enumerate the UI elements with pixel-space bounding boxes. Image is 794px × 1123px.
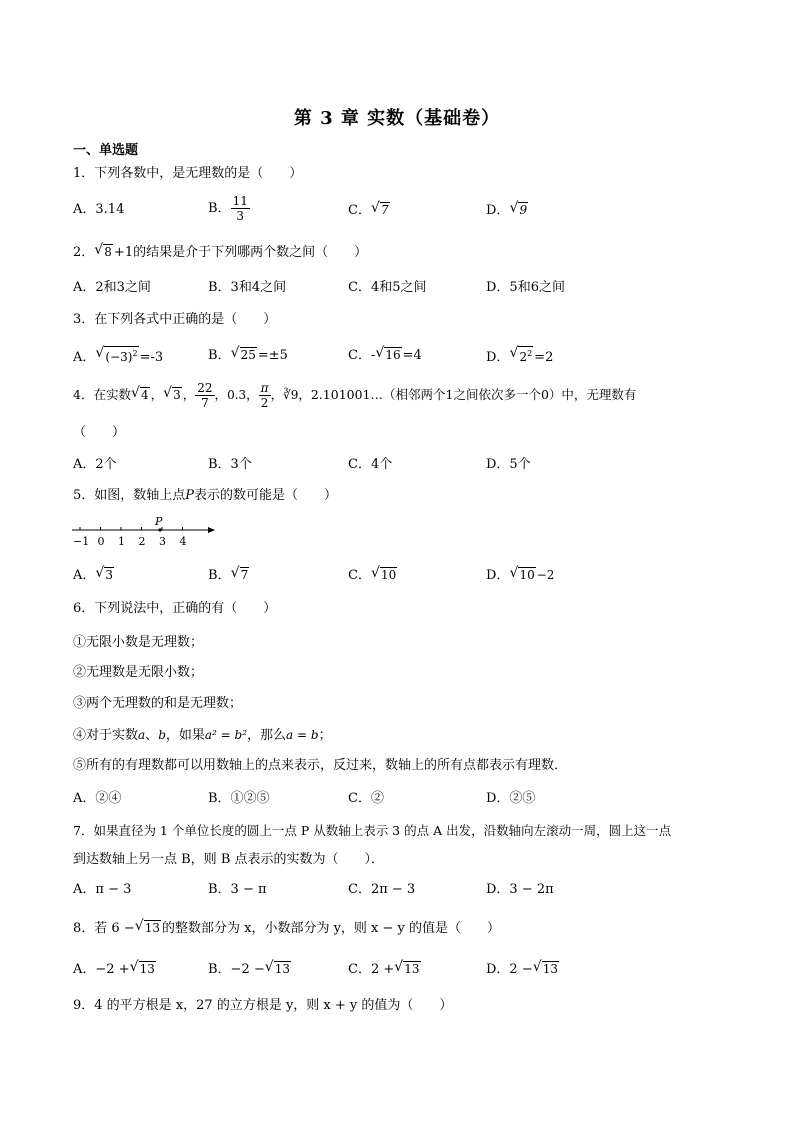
q5-option-c: C．√ 10 bbox=[348, 566, 398, 585]
question-6-stem: 6．下列说法中，正确的有（ ） bbox=[73, 601, 277, 616]
q6-statement-1: ①无限小数是无理数； bbox=[73, 635, 204, 650]
q4-option-a: A．2个 bbox=[73, 457, 117, 472]
page-title: 第 3 章 实数（基础卷） bbox=[293, 108, 501, 129]
q3-option-a: A．√ $(-3)^2 =-3$ bbox=[73, 346, 163, 367]
repeating-decimal: 0.3 bbox=[227, 388, 247, 402]
question-9-stem: 9．4 的平方根是 x，27 的立方根是 y，则 x + y 的值为（ ） bbox=[73, 998, 453, 1013]
q4-option-c: C．4个 bbox=[348, 457, 393, 472]
q2-option-b: B．3和4之间 bbox=[208, 280, 287, 295]
axis-tick-label: 3 bbox=[159, 535, 166, 548]
question-4-stem: 4．在实数√ 4 ，√ 3 ， $\frac{22}{7}$ ，0.3， $\frac{\pi}{2}$ ，∛9，2.101001…（相邻两个1之间依次多一个0）中，无理数有 bbox=[73, 381, 636, 410]
q7-option-a: A．π − 3 bbox=[73, 882, 132, 897]
q2-option-a: A．2和3之间 bbox=[73, 280, 151, 295]
number-line bbox=[68, 512, 218, 548]
point-p-marker bbox=[158, 528, 161, 531]
question-3-stem: 3．在下列各式中正确的是（ ） bbox=[73, 312, 277, 327]
q1-option-c: C．√ 7 bbox=[348, 201, 391, 220]
q6-option-a: A．②④ bbox=[73, 791, 122, 806]
axis-tick-label: 0 bbox=[97, 535, 105, 548]
question-7-stem: 7．如果直径为 1 个单位长度的圆上一点 P 从数轴上表示 3 的点 A 出发，沿数轴向左滚动一周，圆上这一点 bbox=[73, 823, 672, 838]
q1-option-b: B． $\frac{11}{3}$ bbox=[208, 194, 248, 223]
q8-option-b: B．−2 −√ 13 bbox=[208, 960, 292, 979]
q1-option-d: D．√ 9 bbox=[486, 201, 529, 220]
q8-option-c: C．2 +√ 13 bbox=[348, 960, 422, 979]
question-4-stem-line2: （ ） bbox=[73, 425, 126, 440]
q5-option-d: D．√ 10 −2 bbox=[486, 566, 554, 585]
q6-option-c: C．② bbox=[348, 791, 384, 806]
section-heading: 一、单选题 bbox=[73, 143, 139, 158]
q6-option-b: B．①②⑤ bbox=[208, 791, 270, 806]
question-8-stem: 8．若 6 −√ 13 的整数部分为 x，小数部分为 y，则 x − y 的值是（ ） bbox=[73, 919, 500, 938]
q4-option-d: D．5个 bbox=[486, 457, 531, 472]
axis-tick-label: −1 bbox=[73, 535, 90, 548]
q3-option-b: B．√ 25 =±5 bbox=[208, 346, 288, 365]
q6-statement-2: ②无理数是无限小数； bbox=[73, 665, 204, 680]
q4-option-b: B．3个 bbox=[208, 457, 252, 472]
square-root: √ 7 bbox=[372, 201, 390, 219]
axis-tick-label: 4 bbox=[179, 535, 187, 548]
q5-option-b: B．√ 7 bbox=[208, 566, 250, 585]
q8-option-d: D．2 −√ 13 bbox=[486, 960, 560, 979]
q7-option-c: C．2π − 3 bbox=[348, 882, 416, 897]
question-2-stem: 2．√ 8 +1的结果是介于下列哪两个数之间（ ） bbox=[73, 243, 367, 262]
q7-option-d: D．3 − 2π bbox=[486, 882, 554, 897]
axis-tick-label: 1 bbox=[118, 535, 125, 548]
question-1-stem: 1．下列各数中，是无理数的是（ ） bbox=[73, 166, 303, 181]
q6-statement-3: ③两个无理数的和是无理数； bbox=[73, 696, 243, 711]
square-root: √ 9 bbox=[510, 201, 528, 219]
q3-option-d: D．√ $2^2 =2$ bbox=[486, 346, 553, 367]
question-5-stem: 5．如图，数轴上点P表示的数可能是（ ） bbox=[73, 488, 338, 503]
q8-option-a: A．−2 +√ 13 bbox=[73, 960, 157, 979]
q7-option-b: B．3 − π bbox=[208, 882, 267, 897]
q6-statement-4: ④对于实数a、b，如果a² = b²，那么a = b； bbox=[73, 728, 332, 743]
q2-option-d: D．5和6之间 bbox=[486, 280, 565, 295]
question-7-stem-line2: 到达数轴上另一点 B，则 B 点表示的实数为（ ）． bbox=[73, 852, 385, 867]
q5-option-a: A．√ 3 bbox=[73, 566, 115, 585]
q1-option-a: A．3.14 bbox=[73, 202, 125, 217]
square-root: √ 8 bbox=[95, 243, 113, 261]
fraction: $\frac{11}{3}$ bbox=[232, 194, 248, 223]
q3-option-c: C．-√ 16 =4 bbox=[348, 346, 422, 365]
q6-option-d: D．②⑤ bbox=[486, 791, 536, 806]
point-p-label: P bbox=[155, 515, 163, 528]
q6-statement-5: ⑤所有的有理数都可以用数轴上的点来表示，反过来，数轴上的所有点都表示有理数． bbox=[73, 758, 568, 773]
axis-tick-label: 2 bbox=[138, 535, 146, 548]
q2-option-c: C．4和5之间 bbox=[348, 280, 427, 295]
